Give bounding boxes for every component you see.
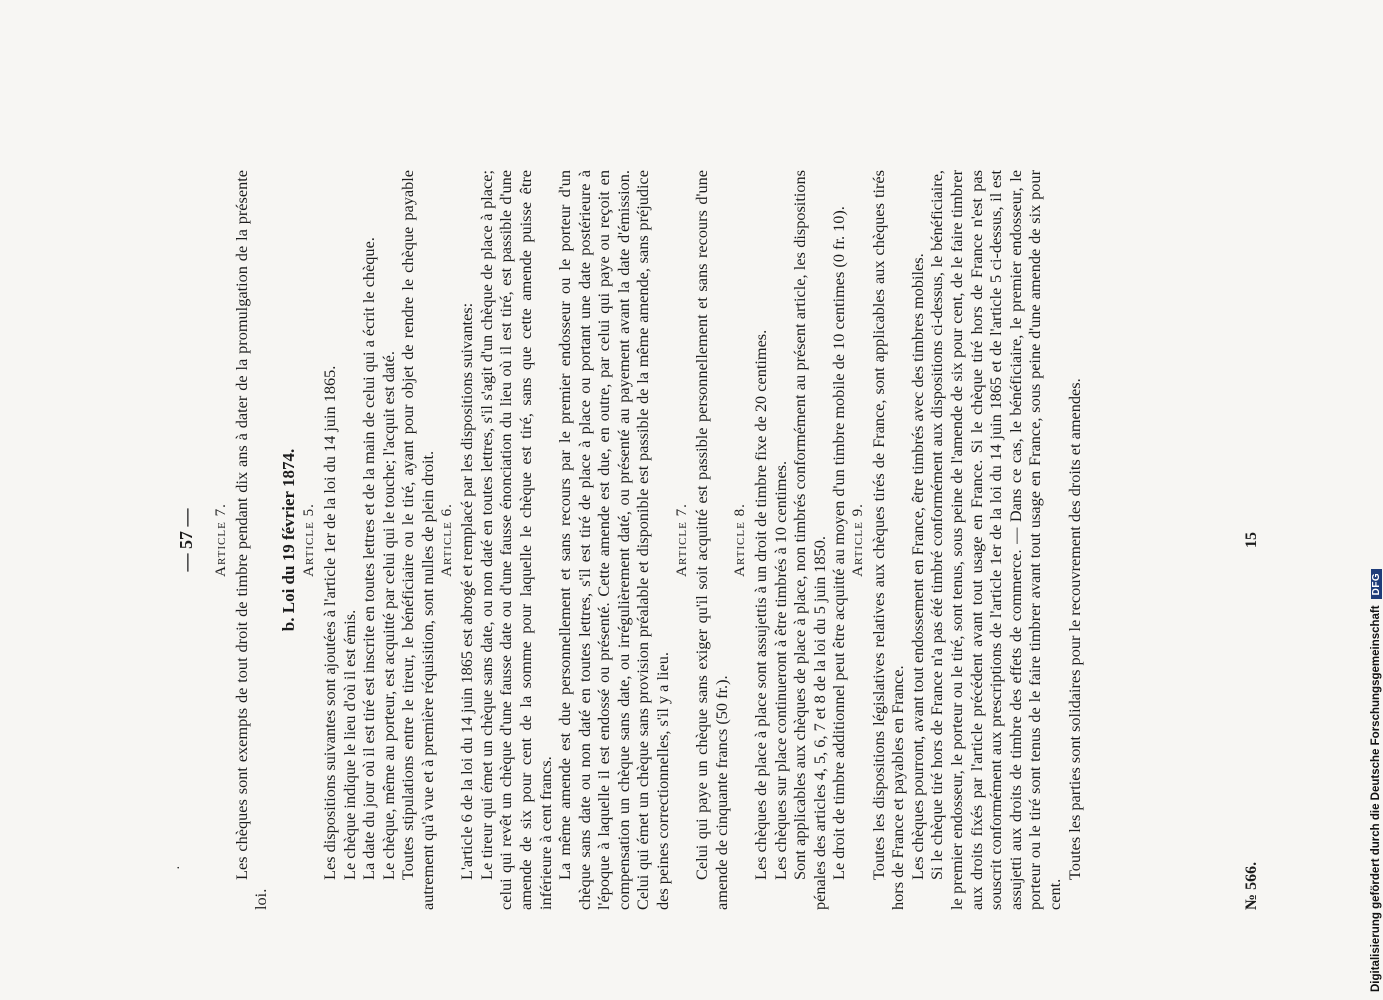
page-content: [212, 170, 1084, 910]
dfg-logo: DFG: [1371, 569, 1382, 600]
section-title: [279, 170, 299, 910]
paragraph: Le droit de timbre additionnel peut être acquitté au moyen d'un timbre mobile de 10 centimes (0 fr. 10).: [829, 206, 849, 880]
paragraph: L'article 6 de la loi du 14 juin 1865 est abrogé et remplacé par les dispositions suivantes:: [457, 302, 477, 880]
article-heading: Article 8.: [732, 503, 749, 577]
article-heading: Article 5.: [301, 503, 318, 577]
page-footer: [1242, 170, 1266, 910]
paragraph: Si le chèque tiré hors de France n'a pas été timbré conformément aux dispositions ci-dessus, le bénéficiaire, le premier endosseur, le porteur ou le tiré, sont tenus, sous peine de l'amende de six pour cent, de le faire timbrer aux droits fixés par l'article précédent avant tout usage en France. Si le chèque tiré hors de France n'est pas souscrit conformément aux prescriptions de l'article 1er de la loi du 14 juin 1865 et de l'article 5 ci-dessus, il est assujetti aux droits de timbre des effets de commerce. — Dans ce cas, le bénéficiaire, le premier endosseur, le porteur ou le tiré sont tenus de le faire timbrer avant tout usage en France, sous peine d'une amende de six pour cent.: [927, 170, 1064, 910]
article-heading: Article 7.: [673, 503, 690, 577]
digitization-credit-text: Digitalisierung gefördert durch die Deutsche Forschungsgemeinschaft: [1370, 605, 1382, 992]
footer-sheet-number: № 566.: [1243, 861, 1260, 910]
paragraph: Les chèques pourront, avant tout endossement en France, être timbrés avec des timbres mobiles.: [907, 253, 927, 880]
rotated-page: [160, 170, 1280, 910]
page-number: — 57 —: [176, 508, 196, 572]
digitization-credit: [1370, 2, 1383, 992]
paragraph: Les dispositions suivantes sont ajoutées à l'article 1er de la loi du 14 juin 1865.: [319, 365, 339, 880]
paragraph: Les chèques sur place continueront à être timbrés à 10 centimes.: [770, 460, 790, 880]
paragraph: Les chèques de place à place sont assujettis à un droit de timbre fixe de 20 centimes.: [751, 329, 771, 880]
paragraph: Toutes les parties sont solidaires pour le recouvrement des droits et amendes.: [1064, 378, 1084, 880]
page-speck: ·: [172, 865, 187, 870]
paragraph: Celui qui paye un chèque sans exiger qu'il soit acquitté est passible personnellement et sans recours d'une amende de cinquante francs (50 fr.).: [692, 170, 731, 910]
paragraph: Toutes stipulations entre le tireur, le bénéficiaire ou le tiré, ayant pour objet de rendre le chèque payable autrement qu'à vue et à première réquisition, sont nulles de plein droit.: [398, 170, 437, 910]
article-heading: Article 6.: [438, 503, 455, 577]
section-title-text: Loi du 19 février 1874.: [278, 448, 298, 614]
paragraph: La même amende est due personnellement et sans recours par le premier endosseur ou le porteur d'un chèque sans date ou non daté en toutes lettres, s'il est tiré de place à place ou portant une date postérieure à l'époque à laquelle il est endossé ou présenté. Cette amende est due, en outre, par celui qui paye ou reçoit en compensation un chèque sans date, ou irrégulièrement daté, ou présenté au payement avant la date d'émission. Celui qui émet un chèque sans provision préalable et disponible est passible de la même amende, sans préjudice des peines correctionnelles, s'il y a lieu.: [555, 170, 673, 910]
article-heading: Article 9.: [850, 503, 866, 577]
footer-signature-number: 15: [1243, 532, 1260, 548]
section-title-prefix: b.: [278, 613, 298, 632]
paragraph: Les chèques sont exempts de tout droit de timbre pendant dix ans à dater de la promulgation de la présente loi.: [231, 170, 271, 910]
paragraph: Sont applicables aux chèques de place à place, non timbrés conformément au présent article, les dispositions pénales des articles 4, 5, 6, 7 et 8 de la loi du 5 juin 1850.: [790, 170, 829, 910]
paragraph: Le tireur qui émet un chèque sans date, ou non daté en toutes lettres, s'il s'agit d'un chèque de place à place; celui qui revêt un chèque d'une fausse date ou d'une fausse énonciation du lieu où il est tiré, est passible d'une amende de six pour cent de la somme pour laquelle le chèque est tiré, sans que cette amende puisse être inférieure à cent francs.: [476, 170, 555, 910]
paragraph: Le chèque indique le lieu d'où il est émis.: [339, 609, 359, 880]
article-heading: Article 7.: [213, 503, 229, 577]
paragraph: Toutes les dispositions législatives relatives aux chèques tirés de France, sont applicables aux chèques tirés hors de France et payables en France.: [868, 170, 908, 910]
paragraph: Le chèque, même au porteur, est acquitté par celui qui le touche; l'acquit est daté.: [378, 351, 398, 880]
paragraph: La date du jour où il est tiré est inscrite en toutes lettres et de la main de celui qui a écrit le chèque.: [359, 237, 379, 880]
